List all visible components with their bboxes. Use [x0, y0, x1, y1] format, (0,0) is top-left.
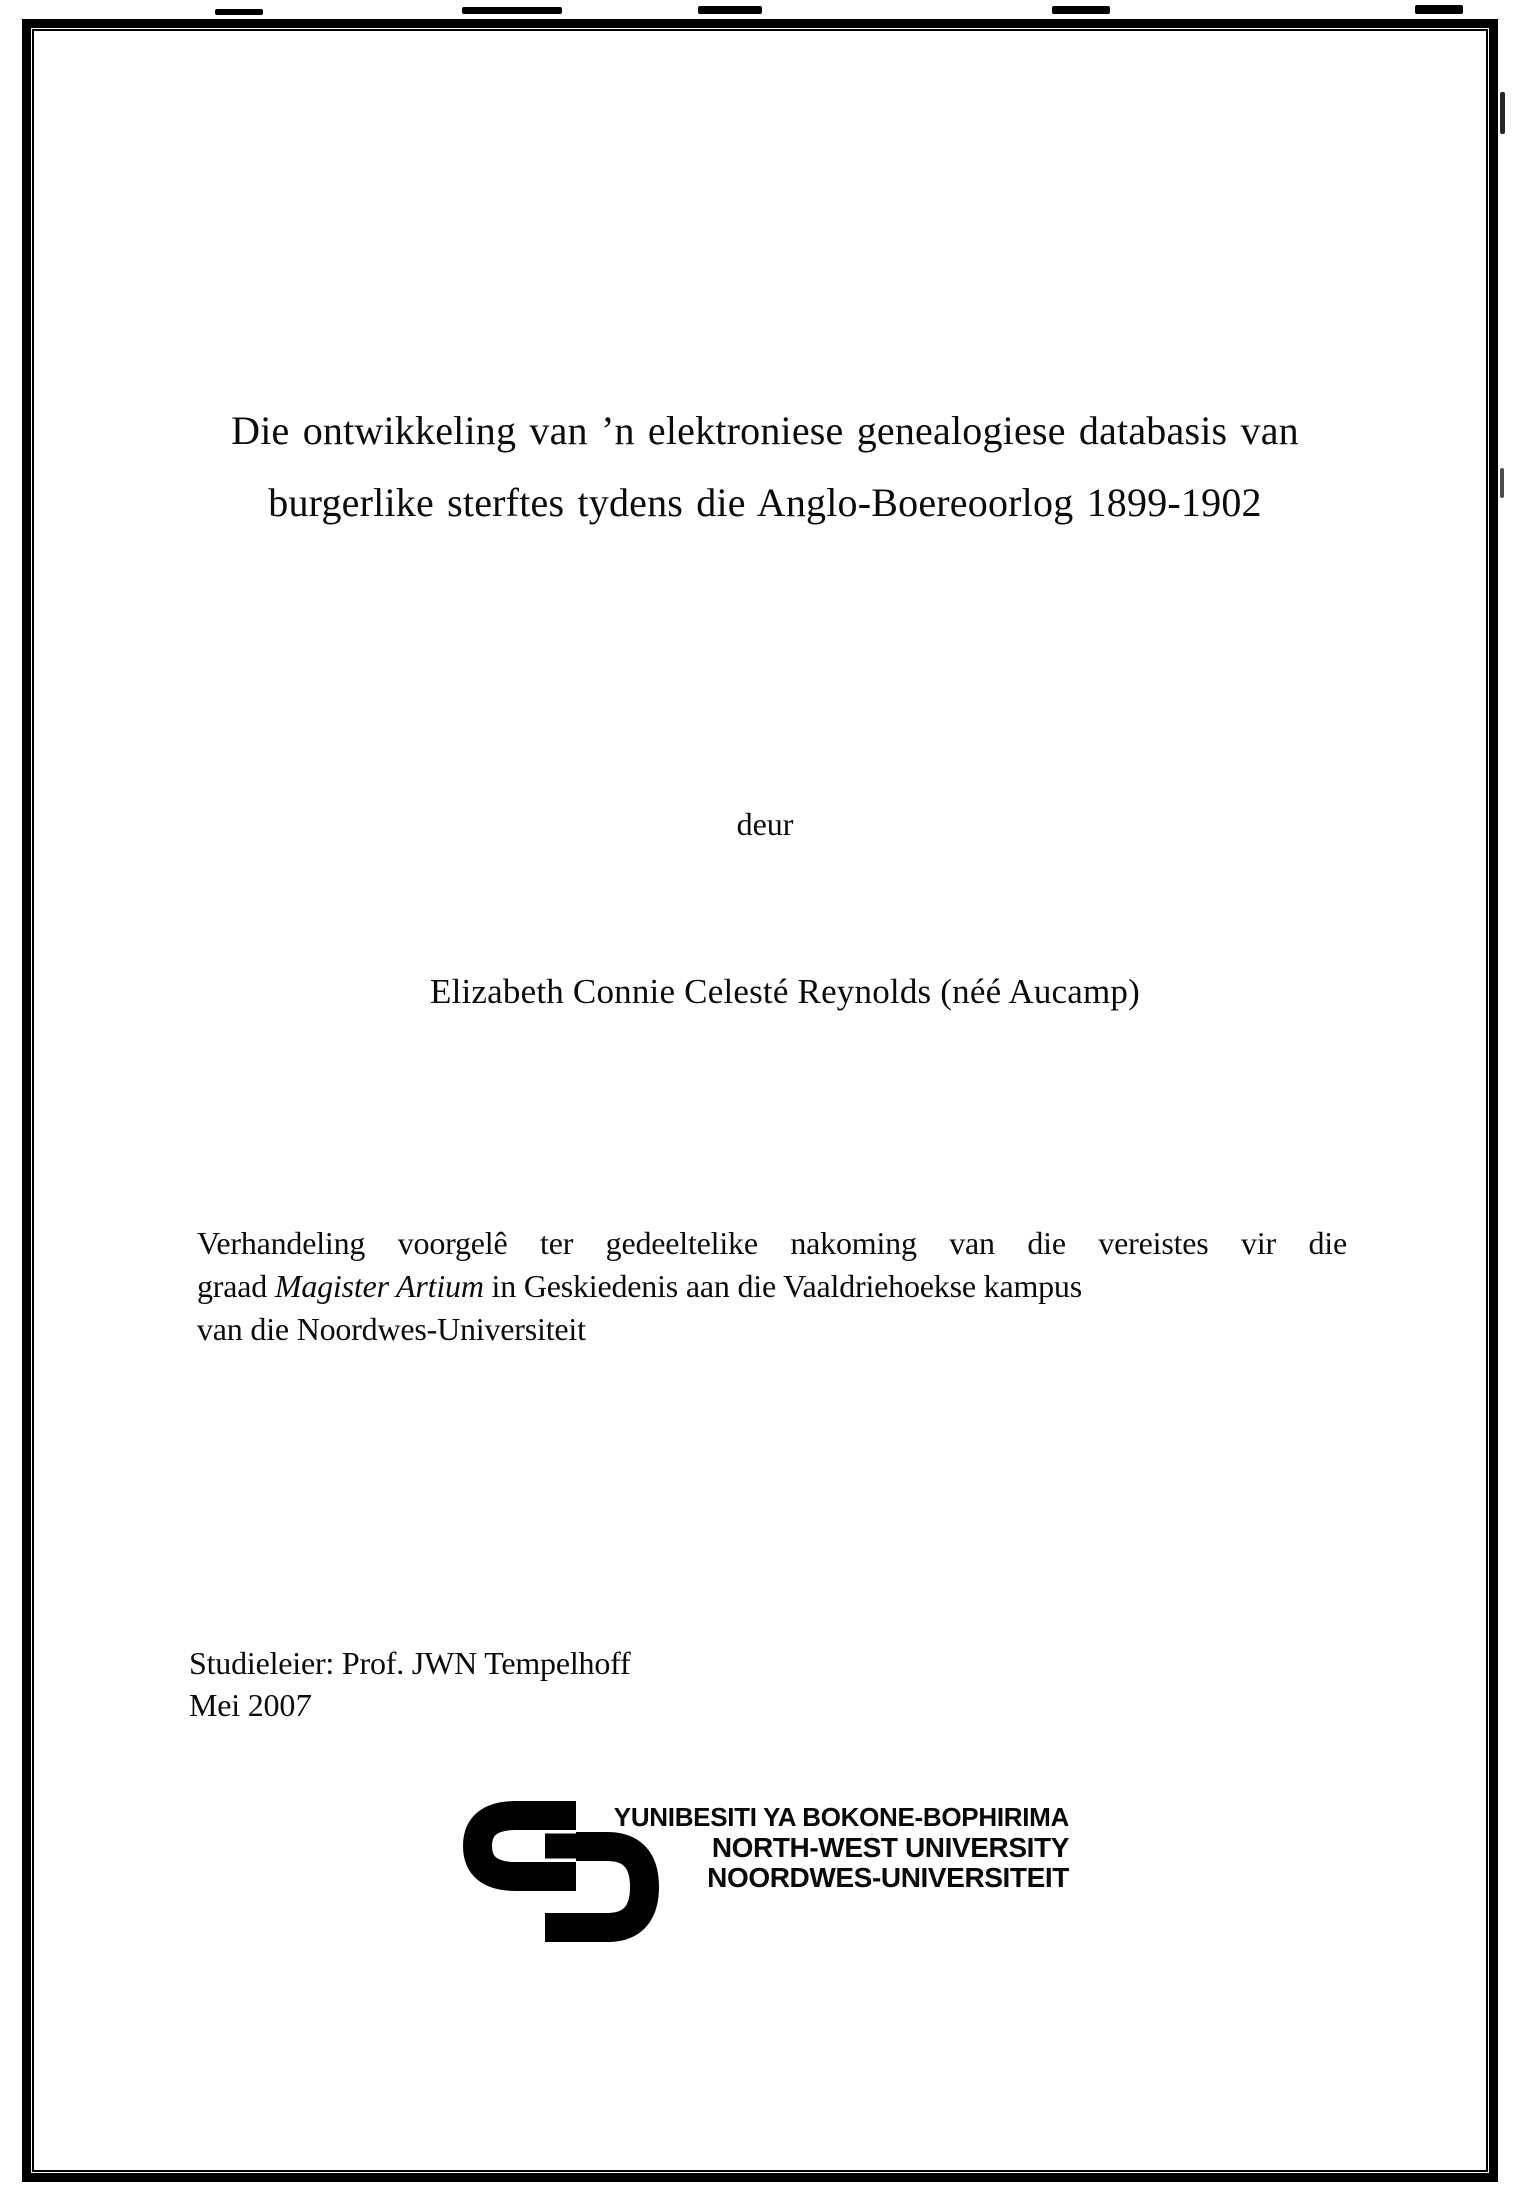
statement-line2-suffix: in Geskiedenis aan die Vaaldriehoekse kampus	[483, 1268, 1082, 1304]
scan-smudge	[1052, 6, 1110, 14]
scan-smudge	[215, 9, 263, 15]
scan-smudge	[1415, 5, 1463, 14]
thesis-statement	[197, 1222, 1347, 1351]
thesis-statement-line2	[197, 1265, 1347, 1308]
scan-smudge	[1500, 468, 1504, 498]
degree-name: Magister Artium	[274, 1268, 484, 1304]
thesis-title	[90, 395, 1440, 539]
date-last-digit: 7	[293, 1687, 313, 1723]
date-prefix: Mei 200	[189, 1687, 296, 1723]
byline-label: deur	[736, 806, 794, 842]
advisor-line: Studieleier: Prof. JWN Tempelhoff	[189, 1645, 631, 1681]
university-logo	[463, 1799, 1073, 1949]
university-wordmark	[585, 1802, 1069, 1893]
thesis-statement-line3: van die Noordwes-Universiteit	[197, 1311, 586, 1347]
university-name-setswana: YUNIBESITI YA BOKONE-BOPHIRIMA	[613, 1802, 1069, 1832]
scan-smudge	[462, 7, 562, 14]
advisor-block	[189, 1642, 1089, 1726]
scan-smudge	[698, 6, 762, 14]
thesis-statement-line1: Verhandeling voorgelê ter gedeeltelike nakoming van die vereistes vir die	[197, 1225, 1347, 1261]
thesis-title-line1: Die ontwikkeling van ’n elektroniese genealogiese databasis van	[231, 408, 1299, 453]
statement-line2-prefix: graad	[197, 1268, 275, 1304]
author-name: Elizabeth Connie Celesté Reynolds (néé Aucamp)	[430, 972, 1140, 1011]
date-line	[189, 1684, 1089, 1726]
university-name-afrikaans: NOORDWES-UNIVERSITEIT	[707, 1862, 1069, 1893]
university-name-english: NORTH-WEST UNIVERSITY	[711, 1832, 1069, 1863]
thesis-title-line2: burgerlike sterftes tydens die Anglo-Boereoorlog 1899-1902	[268, 480, 1262, 525]
scan-smudge	[1500, 92, 1505, 134]
